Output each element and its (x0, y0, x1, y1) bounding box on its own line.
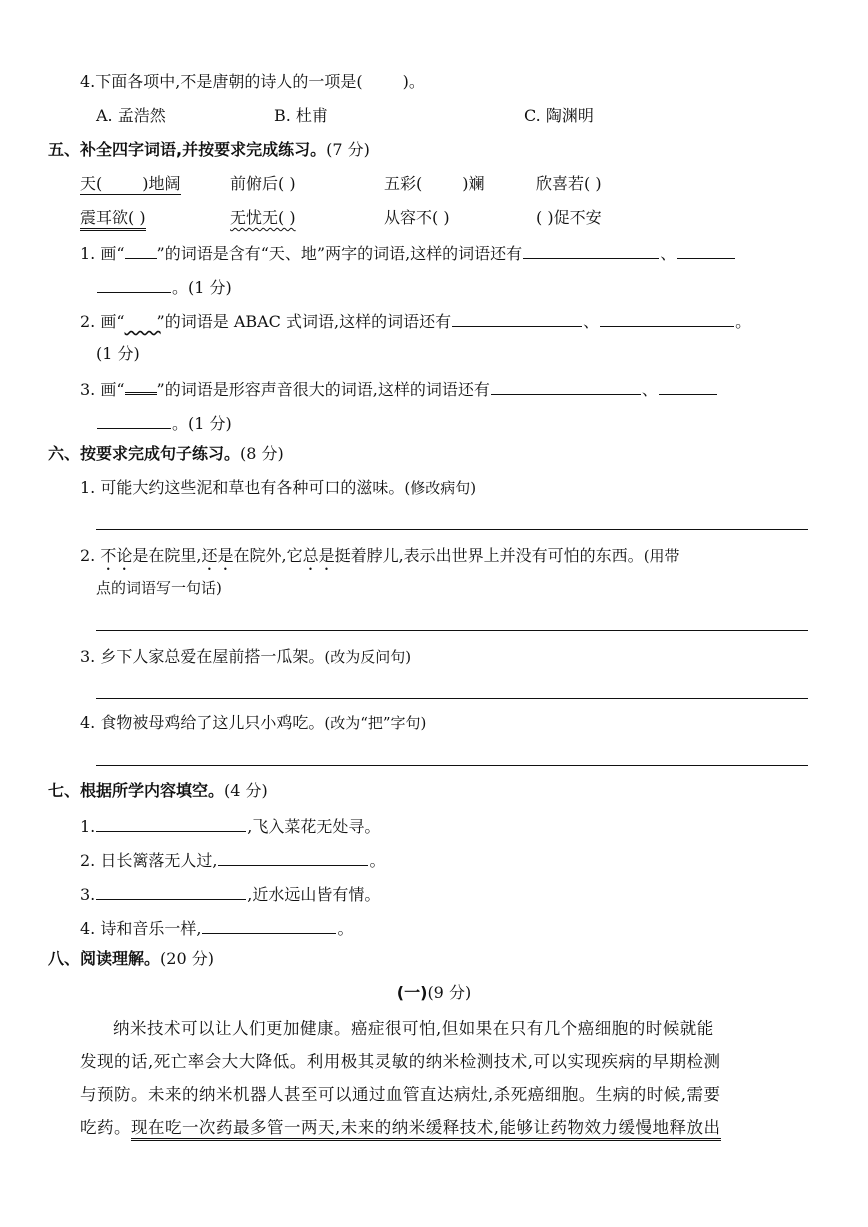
wavy-underline-sample (125, 310, 157, 334)
q4-option-c[interactable]: C. 陶渊明 (524, 106, 594, 125)
dotted-word-3: 总是 (302, 546, 335, 565)
idiom-zhen-er-yu[interactable]: 震耳欲( ) (80, 206, 146, 230)
double-underline-sample (125, 379, 157, 395)
s5-q2-blank-1[interactable] (452, 308, 582, 327)
section-6-title: 六、按要求完成句子练习。(8 分) (48, 444, 284, 463)
s5-q3-blank-1[interactable] (491, 376, 641, 395)
reading-part-1-title: (一)(9 分) (396, 983, 472, 1002)
underlined-sentence: 现在吃一次药最多管一两天,未来的纳米缓释技术,能够让药物效力缓慢地释放出 (131, 1118, 721, 1141)
section-7-title: 七、根据所学内容填空。(4 分) (48, 781, 268, 800)
s5-q3-line1: 3. 画“ ”的词语是形容声音很大的词语,这样的词语还有 、 (80, 376, 718, 402)
idiom-cu-bu-an[interactable]: ( )促不安 (536, 208, 602, 227)
section-5-title (48, 138, 370, 162)
s6-q1-answer-line[interactable] (96, 529, 808, 530)
s5-q1-blank-2-cont[interactable] (97, 274, 171, 293)
passage-line-1: 纳米技术可以让人们更加健康。癌症很可怕,但如果在只有几个癌细胞的时候就能 (113, 1019, 714, 1038)
s5-q1-line2: 。(1 分) (96, 274, 232, 300)
idiom-wu-you-wu[interactable]: 无忧无( ) (230, 208, 296, 227)
s6-q2-line1: 2. 不论是在院里,还是在院外,它总是挺着脖儿,表示出世界上并没有可怕的东西。(用带 (80, 546, 680, 565)
section-8-title: 八、阅读理解。(20 分) (48, 949, 214, 968)
s6-q4-answer-line[interactable] (96, 765, 808, 766)
s7-line-4: 4. 诗和音乐一样, 。 (80, 915, 353, 941)
reading-passage (80, 1012, 808, 1144)
s7-blank-4[interactable] (202, 915, 336, 934)
s7-blank-2[interactable] (218, 847, 368, 866)
idiom-xin-xi-ruo[interactable]: 欣喜若( ) (536, 174, 602, 193)
passage-line-2: 发现的话,死亡率会大大降低。利用极其灵敏的纳米检测技术,可以实现疾病的早期检测 (80, 1052, 721, 1071)
s7-blank-3[interactable] (96, 881, 246, 900)
dotted-word-1: 不论 (100, 546, 133, 565)
section-5-points: (7 分) (326, 140, 370, 159)
passage-line-3: 与预防。未来的纳米机器人甚至可以通过血管直达病灶,杀死癌细胞。生病的时候,需要 (80, 1085, 721, 1104)
q4-stem-line (80, 70, 425, 94)
s6-q4: 4. 食物被母鸡给了这儿只小鸡吃。(改为“把”字句) (80, 713, 427, 732)
s5-q3-line2: 。(1 分) (96, 410, 232, 436)
s7-line-1: 1. ,飞入菜花无处寻。 (80, 813, 380, 839)
s5-q3-blank-2[interactable] (659, 376, 717, 395)
idiom-tian-di-kuo: 天( )地阔 (80, 174, 181, 193)
idiom-cong-rong-bu[interactable]: 从容不( ) (384, 208, 450, 227)
dotted-word-2: 还是 (201, 546, 234, 565)
idiom-row-1 (80, 172, 181, 196)
s5-q1-blank-1[interactable] (523, 240, 659, 259)
s7-line-3: 3. ,近水远山皆有情。 (80, 881, 380, 907)
s7-blank-1[interactable] (96, 813, 246, 832)
s6-q1: 1. 可能大约这些泥和草也有各种可口的滋味。(修改病句) (80, 478, 477, 497)
s5-q1-line1: 1. 画“ ”的词语是含有“天、地”两字的词语,这样的词语还有 、 (80, 240, 736, 266)
passage-line-4: 吃药。现在吃一次药最多管一两天,未来的纳米缓释技术,能够让药物效力缓慢地释放出 (80, 1111, 808, 1144)
s5-q2-blank-2[interactable] (600, 308, 734, 327)
s6-q2-answer-line[interactable] (96, 630, 808, 631)
q4-option-a[interactable]: A. 孟浩然 (96, 106, 166, 125)
s6-q2-line2: 点的词语写一句话) (96, 579, 222, 597)
s5-q2-line1: 2. 画“ ”的词语是 ABAC 式词语,这样的词语还有 、 。 (80, 308, 751, 334)
s5-q3-blank-2-cont[interactable] (97, 410, 171, 429)
s5-q2-points: (1 分) (96, 344, 140, 363)
idiom-wu-cai-lan[interactable]: 五彩( )斓 (384, 174, 485, 193)
q4-option-b[interactable]: B. 杜甫 (274, 106, 328, 125)
q4-stem: 4.下面各项中,不是唐朝的诗人的一项是( (80, 72, 363, 91)
s6-q3-answer-line[interactable] (96, 698, 808, 699)
s5-q1-blank-2[interactable] (677, 240, 735, 259)
s7-line-2: 2. 日长篱落无人过, 。 (80, 847, 385, 873)
idiom-qian-fu-hou[interactable]: 前俯后( ) (230, 174, 296, 193)
single-underline-sample (125, 244, 157, 259)
section-5-title-text: 五、补全四字词语,并按要求完成练习。 (48, 140, 327, 159)
s6-q3: 3. 乡下人家总爱在屋前搭一瓜架。(改为反问句) (80, 647, 412, 666)
q4-stem-end: )。 (402, 72, 425, 91)
